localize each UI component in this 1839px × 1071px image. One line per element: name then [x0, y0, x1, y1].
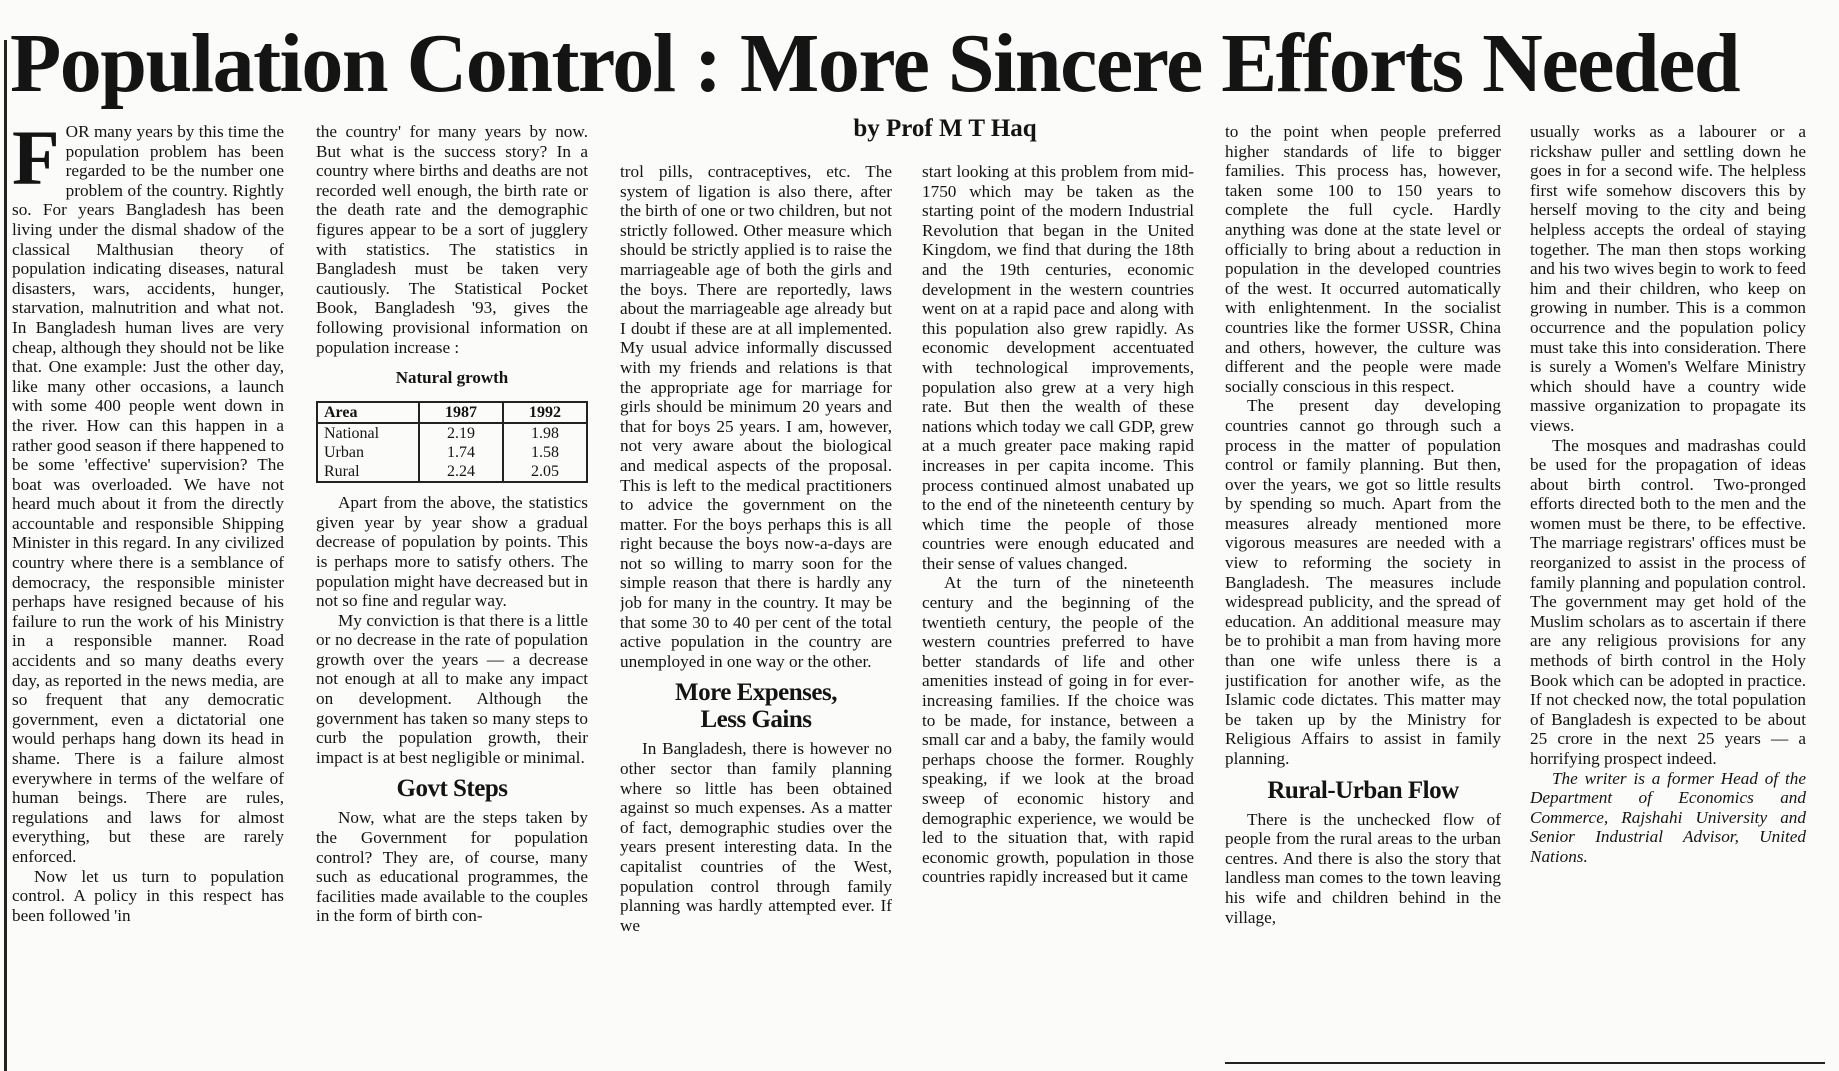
column-4-paragraph-2: At the turn of the nineteenth century and the beginning of the twentieth century, the people of the western countries preferred to have better standards of life and other amenities instead of going in for ever-increasing families. If the choice was to be made, for instance, between a small car and a baby, the family would perhaps choose the former. Roughly speaking, if we look at the broad sweep of economic history and demographic experience, we would be led to the situation that, with rapid economic growth, population in those countries rapidly increased but it came: [922, 573, 1194, 887]
drop-cap: F: [12, 122, 60, 201]
author-note: The writer is a former Head of the Department of Economics and Commerce, Rajshahi University and Senior Industrial Advisor, United Nations.: [1530, 768, 1806, 866]
article-headline: Population Control : More Sincere Efforts Needed: [10, 17, 1740, 110]
table-cell-area: Rural: [324, 463, 360, 481]
article-byline: by Prof M T Haq: [853, 115, 1037, 142]
subhead-govt-steps: Govt Steps: [396, 775, 508, 803]
column-6-paragraph-1: usually works as a labourer or a rickshaw puller and settling down he goes in for a second wife. The helpless first wife somehow discovers this by herself moving to the city and being helpless accepts the ordeal of staying together. The man then stops working and his two wives begin to work to feed him and their children, who keep on growing in number. This is a common occurrence and the population policy must take this into consideration. There is surely a Women's Welfare Ministry which should have a country wide massive organization to propagate its views.: [1530, 122, 1806, 435]
column-5-paragraph-2: The present day developing countries cannot go through such a process in the matter of population control or family planning. But then, over the years, we got so little results by spending so much. Apart from the measures already mentioned more vigorous measures are needed with a view to reforming the society in Bangladesh. The measures include widespread publicity, and the spread of education. An additional measure may be to prohibit a man from having more than one wife unless there is a justification for another wife, as the Islamic code dictates. This matter may be taken up by the Ministry for Religious Affairs to assist in family planning.: [1225, 396, 1501, 768]
table-header-row: [317, 402, 587, 423]
column-2-paragraph-2: Apart from the above, the statistics given year by year show a gradual decrease of population by points. This is perhaps more to satisfy others. The population might have decreased but in not so fine and regular way.: [316, 493, 588, 611]
table-row: [317, 443, 587, 462]
column-2: [316, 122, 588, 1071]
column-3: [620, 162, 892, 1071]
table-cell-1992: 2.05: [503, 462, 587, 482]
column-3-paragraph-1: trol pills, contraceptives, etc. The system of ligation is also there, after the birth of one or two children, but not strictly followed. Other measure which should be strictly applied is to raise the marriageable age of both the girls and the boys. There are reportedly, laws about the marriageable age already but I doubt if these are at all implemented. My usual advice informally discussed with my friends and relations is that the appropriate age for marriage for girls should be minimum 20 years and that for boys 25 years. I am, however, not very aware about the biological and medical aspects of the proposal. This is left to the medical practitioners to advice the government on the matter. For the boys perhaps this is all right because the boys now-a-days are not so willing to marry soon for the simple reason that there is hardly any job for many in the country. It may be that some 30 to 40 per cent of the total active population in the country are unemployed in one way or the other.: [620, 162, 892, 671]
table-header-1987: 1987: [419, 402, 503, 423]
column-2-paragraph-4: Now, what are the steps taken by the Government for population control? They are, of course, many such as educational programmes, the facilities made available to the couples in the form of birth con-: [316, 808, 588, 926]
subhead-more-expenses-line-2: Less Gains: [700, 706, 812, 734]
column-5-paragraph-3: There is the unchecked flow of people from the rural areas to the urban centres. And there is also the story that landless man comes to the town leaving his wife and children behind in the village,: [1225, 809, 1501, 927]
column-3-paragraph-2: In Bangladesh, there is however no other sector than family planning where so little has been obtained against so much expenses. As a matter of fact, demographic studies over the years present interesting data. In the capitalist countries of the West, population control through family planning was hardly attempted ever. If we: [620, 739, 892, 935]
column-4-paragraph-1: start looking at this problem from mid-1750 which may be taken as the starting point of the modern Industrial Revolution that began in the United Kingdom, we find that during the 18th and the 19th centuries, economic development in the western countries went on at a rapid pace and along with this population also grew rapidly. As economic development accentuated with technological improvements, population also grew at a very high rate. But then the wealth of these nations which today we call GDP, grew at a much greater pace making rapid increases in per capita income. This process continued almost unabated up to the end of the nineteenth century by which time the people of those countries were enough educated and their sense of values changed.: [922, 162, 1194, 573]
table-cell-1987: 2.24: [419, 462, 503, 482]
natural-growth-table: [316, 401, 588, 483]
column-1-paragraph-1: [12, 122, 284, 867]
subhead-more-expenses: [620, 679, 892, 733]
table-cell-area: National: [324, 425, 380, 443]
table-header-area: Area: [317, 402, 419, 423]
column-6: [1530, 122, 1806, 1062]
table-cell-area: Urban: [324, 444, 364, 462]
table-cell-1992: 1.58: [503, 443, 587, 462]
column-6-paragraph-2: The mosques and madrashas could be used for the propagation of ideas about birth control. Two-pronged efforts directed both to the men and the women must be there, to be effective. The marriage registrars' offices must be reorganized to assist in the process of family planning and population control. The government may get hold of the Muslim scholars as to ascertain if there are any religious provisions for any methods of birth control in the Holy Book which can be adopted in practice. If not checked now, the total population of Bangladesh is expected to be about 25 crore in the next 25 years — a horrifying prospect indeed.: [1530, 435, 1806, 768]
column-2-paragraph-1: the country' for many years by now. But what is the success story? In a country where births and deaths are not recorded well enough, the birth rate or the death rate and the demographic figures appear to be a sort of jugglery with statistics. The statistics in Bangladesh must be taken very cautiously. The Statistical Pocket Book, Bangladesh '93, gives the following provisional information on population increase :: [316, 122, 588, 357]
table-cell-1992: 1.98: [503, 423, 587, 443]
left-border-rule: [4, 40, 7, 1071]
bottom-rule: [1225, 1062, 1825, 1064]
column-4: [922, 162, 1194, 1071]
column-5-paragraph-1: to the point when people preferred higher standards of life to bigger families. This process has, however, taken some 100 to 150 years to complete the full cycle. Hardly anything was done at the state level or officially to bring about a reduction in population in the developed countries of the west. It occurred automatically with enlightenment. In the socialist countries like the former USSR, China and others, however, the culture was different and the people were made socially conscious in this respect.: [1225, 122, 1501, 396]
table-row: [317, 423, 587, 443]
table-cell-1987: 1.74: [419, 443, 503, 462]
column-1-paragraph-1-text: OR many years by this time the population problem has been regarded to be the number one problem of the country. Rightly so. For years Bangladesh has been living under the dismal shadow of the classical Malthusian theory of population indicating diseases, natural disasters, wars, accidents, hunger, starvation, malnutrition and what not. In Bangladesh human lives are very cheap, although they should not be like that. One example: Just the other day, like many other occasions, a launch with some 400 people went down in the river. How can this happen in a rather good season if there happened to be some 'effective' supervision? The boat was overloaded. We have not heard much about it from the directly accountable and responsible Shipping Minister in this regard. In any civilized country where there is a semblance of democracy, the responsible minister perhaps have resigned because of his failure to run the work of his Ministry in a responsible manner. Road accidents and so many deaths every day, as reported in the news media, are so frequent that any democratic government, even a dictatorial one would perhaps hang down its head in shame. There is a failure almost everywhere in terms of the welfare of human beings. There are rules, regulations and laws for almost everything, but these are rarely enforced.: [12, 122, 284, 866]
column-2-paragraph-3: My conviction is that there is a little or no decrease in the rate of population growth over the years — a decrease not enough at all to make any impact on development. Although the government has taken so many steps to curb the population growth, their impact is at best negligible or minimal.: [316, 610, 588, 767]
table-cell-1987: 2.19: [419, 423, 503, 443]
subhead-more-expenses-line-1: More Expenses,: [675, 679, 837, 707]
table-caption: Natural growth: [395, 368, 509, 388]
column-1-paragraph-2: Now let us turn to population control. A policy in this respect has been followed 'in: [12, 866, 284, 925]
table-header-1992: 1992: [503, 402, 587, 423]
column-5: [1225, 122, 1501, 1071]
column-1: [12, 122, 284, 1071]
table-row: [317, 462, 587, 482]
subhead-rural-urban-flow: Rural-Urban Flow: [1267, 776, 1459, 804]
